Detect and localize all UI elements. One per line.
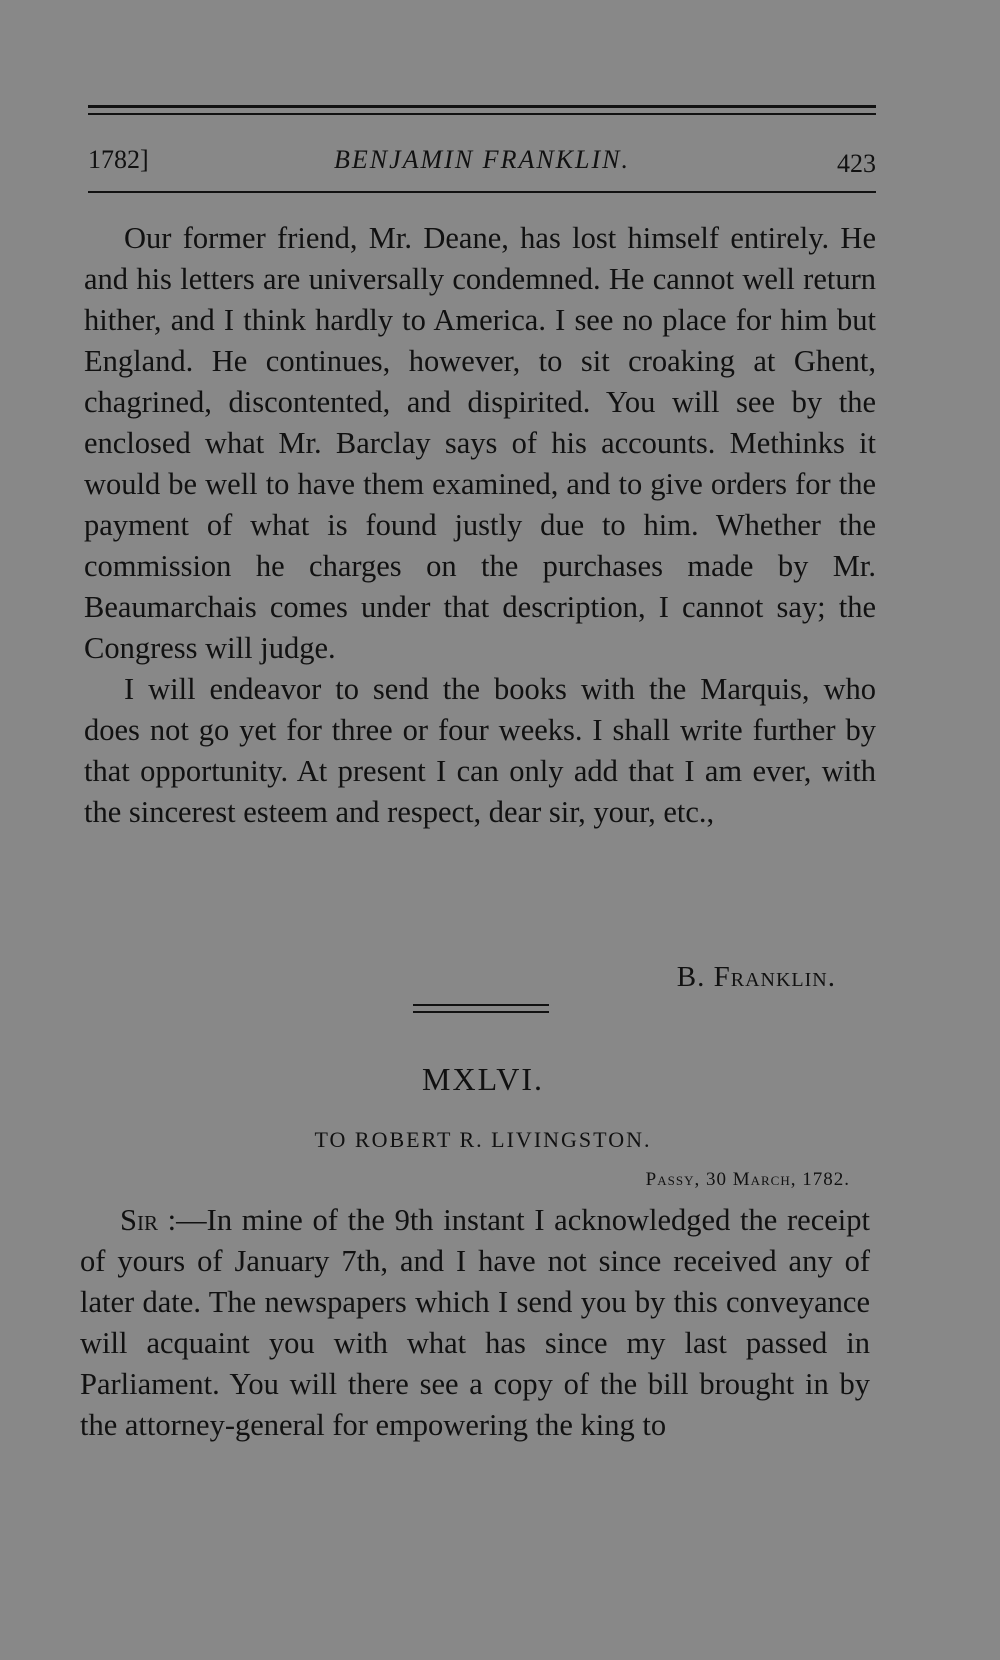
paragraph-2: I will endeavor to send the books with the Marquis, who does not go yet for three or four weeks. I shall write further by that opportunity. At present I can only add that I am ever, with the sincerest esteem and respect, dear sir, your, etc., — [84, 672, 876, 829]
letter-2-body — [80, 1200, 870, 1446]
letter-2-text: :—In mine of the 9th instant I acknowledged the receipt of yours of January 7th, and I have not since received any of later date. The newspapers which I send you by this conveyance will acquaint you with what has since my last passed in Parliament. You will there see a copy of the bill brought in by the attorney-general for empowering the king to — [80, 1203, 870, 1442]
section-separator-second — [413, 1011, 549, 1013]
page-number: 423 — [837, 149, 876, 178]
section-separator — [413, 1004, 549, 1006]
signature: B. Franklin. — [676, 961, 836, 993]
letter-2-paragraph — [80, 1200, 870, 1446]
letter-body — [84, 218, 876, 833]
letter-number: MXLVI. — [422, 1061, 544, 1097]
salutation: Sir — [120, 1203, 158, 1237]
letter-addressee: TO ROBERT R. LIVINGSTON. — [314, 1127, 652, 1152]
running-head-year: 1782] — [88, 145, 149, 174]
letter-dateline: Passy, 30 March, 1782. — [645, 1169, 850, 1190]
paragraph-1: Our former friend, Mr. Deane, has lost himself entirely. He and his letters are universally condemned. He cannot well return hither, and I think hardly to America. I see no place for him but England. He continues, however, to sit croaking at Ghent, chagrined, discontented, and dispirited. You will see by the enclosed what Mr. Barclay says of his accounts. Methinks it would be well to have them examined, and to give orders for the payment of what is found justly due to him. Whether the commission he charges on the purchases made by Mr. Beaumarchais comes under that description, I cannot say; the Congress will judge. — [84, 221, 876, 665]
header-rule-bottom — [88, 191, 876, 193]
header-rule-top — [88, 105, 876, 108]
running-head-title: BENJAMIN FRANKLIN. — [334, 145, 630, 174]
header-rule-top-thin — [88, 113, 876, 115]
running-head — [88, 140, 876, 180]
